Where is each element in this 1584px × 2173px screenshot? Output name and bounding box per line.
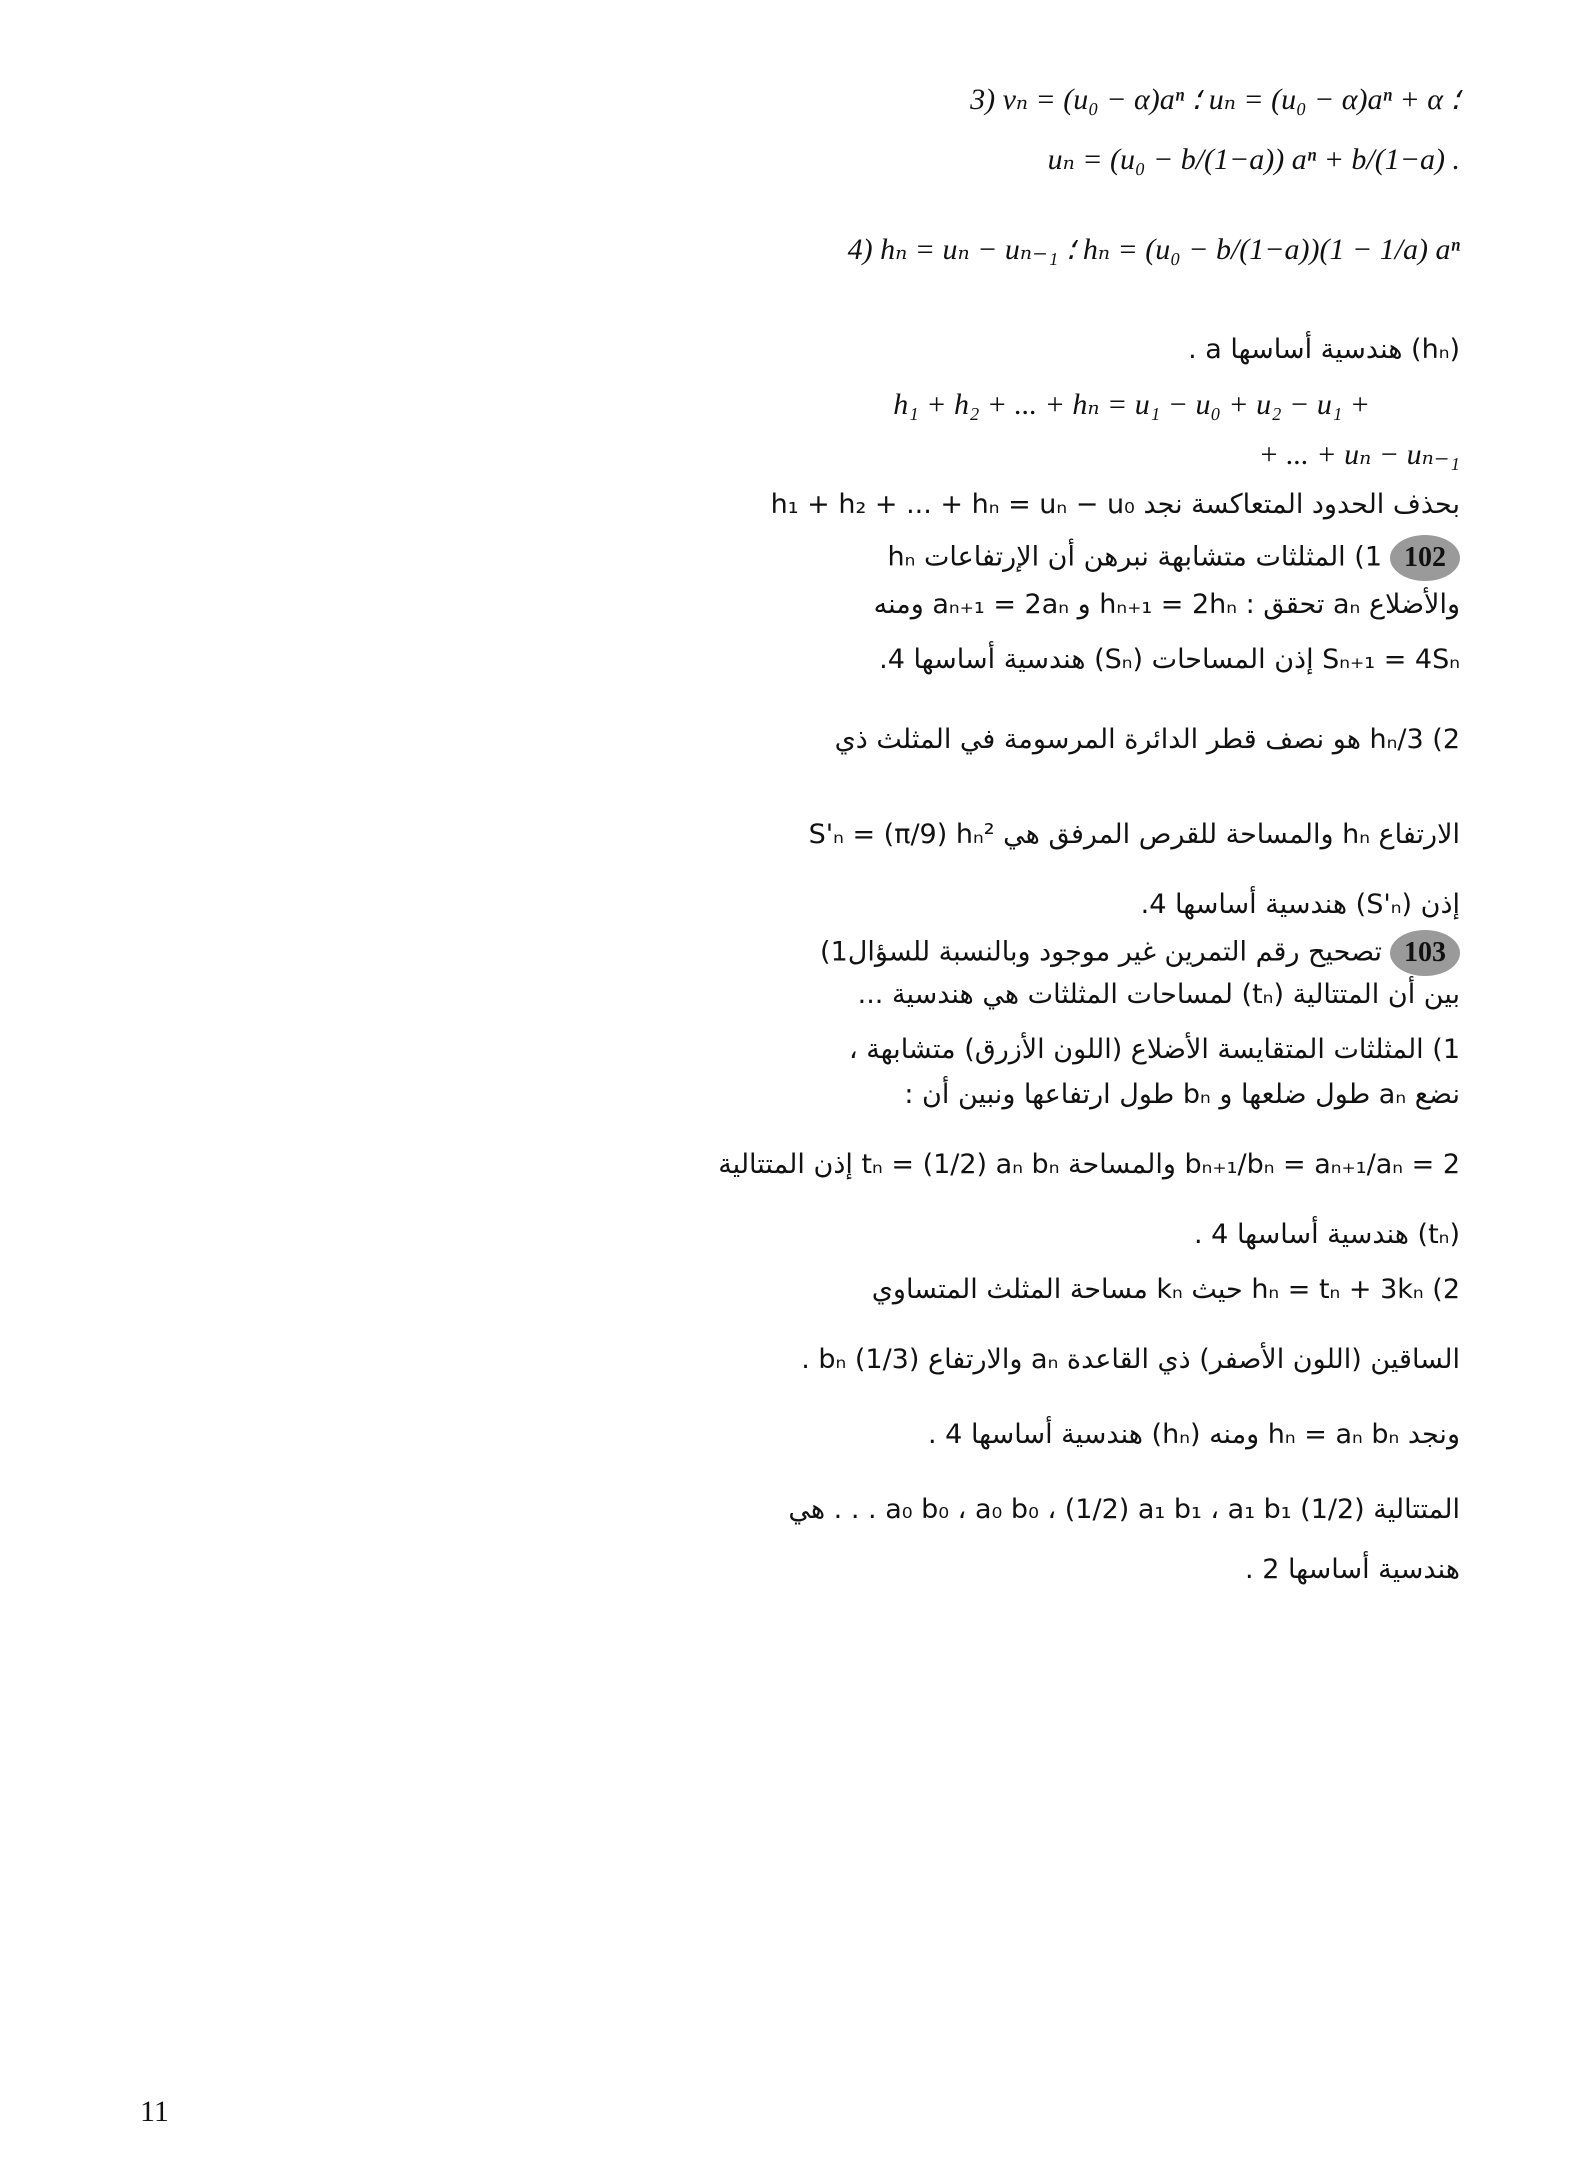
text-line-19: (tₙ) هندسية أساسها 4 . <box>1194 1219 1460 1250</box>
text-line-7: بحذف الحدود المتعاكسة نجد h₁ + h₂ + ... + hₙ = uₙ − u₀ <box>770 489 1460 520</box>
formula-line-1: 3) vₙ = (u₀ − α)aⁿ ؛ uₙ = (u₀ − α)aⁿ + α ؛ <box>970 83 1460 116</box>
text-line-17: نضع aₙ طول ضلعها و bₙ طول ارتفاعها ونبين أن : <box>904 1079 1460 1110</box>
exercise-number-badge: 102 <box>1390 535 1460 581</box>
text-line-20: 2) hₙ = tₙ + 3kₙ حيث kₙ مساحة المثلث المتساوي <box>871 1274 1460 1305</box>
text-line-16: 1) المثلثات المتقايسة الأضلاع (اللون الأزرق) متشابهة ، <box>848 1034 1460 1065</box>
text-line-12: الارتفاع hₙ والمساحة للقرص المرفق هي S'ₙ = (π/9) hₙ² <box>808 819 1460 850</box>
exercise-number-badge: 103 <box>1390 930 1460 976</box>
exercise-102-text: 1) المثلثات متشابهة نبرهن أن الإرتفاعات hₙ <box>887 541 1382 573</box>
page-number: 11 <box>140 2095 169 2128</box>
formula-line-5: h₁ + h₂ + ... + hₙ = u₁ − u₀ + u₂ − u₁ + <box>893 388 1370 421</box>
text-line-13: إذن (S'ₙ) هندسية أساسها 4. <box>1140 889 1460 920</box>
text-line-18: bₙ₊₁/bₙ = aₙ₊₁/aₙ = 2 والمساحة tₙ = (1/2) aₙ bₙ إذن المتتالية <box>718 1149 1460 1180</box>
text-line-21: الساقين (اللون الأصفر) ذي القاعدة aₙ والارتفاع (1/3) bₙ . <box>801 1344 1460 1375</box>
exercise-102-line <box>888 535 1460 581</box>
text-line-15: بين أن المتتالية (tₙ) لمساحات المثلثات هي هندسية ... <box>857 979 1460 1010</box>
text-line-22: ونجد hₙ = aₙ bₙ ومنه (hₙ) هندسية أساسها 4 . <box>928 1419 1460 1450</box>
text-line-24: هندسية أساسها 2 . <box>1245 1554 1460 1585</box>
text-line-10: Sₙ₊₁ = 4Sₙ إذن المساحات (Sₙ) هندسية أساسها 4. <box>879 644 1460 675</box>
exercise-103-line <box>820 930 1460 976</box>
text-line-4: (hₙ) هندسية أساسها a . <box>1188 334 1460 365</box>
text-line-11: 2) hₙ/3 هو نصف قطر الدائرة المرسومة في المثلث ذي <box>834 724 1460 755</box>
text-line-9: والأضلاع aₙ تحقق : hₙ₊₁ = 2hₙ و aₙ₊₁ = 2aₙ ومنه <box>873 589 1460 620</box>
formula-line-6: + ... + uₙ − uₙ₋₁ <box>1258 438 1460 471</box>
formula-line-2: uₙ = (u₀ − b/(1−a)) aⁿ + b/(1−a) . <box>1047 143 1460 176</box>
formula-line-3: 4) hₙ = uₙ − uₙ₋₁ ؛ hₙ = (u₀ − b/(1−a))(1 − 1/a) aⁿ <box>847 233 1460 266</box>
text-line-23: المتتالية (1/2) a₀ b₀ ، a₀ b₀ ، (1/2) a₁ b₁ ، a₁ b₁ . . . هي <box>788 1494 1460 1525</box>
exercise-103-text: تصحيح رقم التمرين غير موجود وبالنسبة للسؤال1) <box>820 936 1382 968</box>
